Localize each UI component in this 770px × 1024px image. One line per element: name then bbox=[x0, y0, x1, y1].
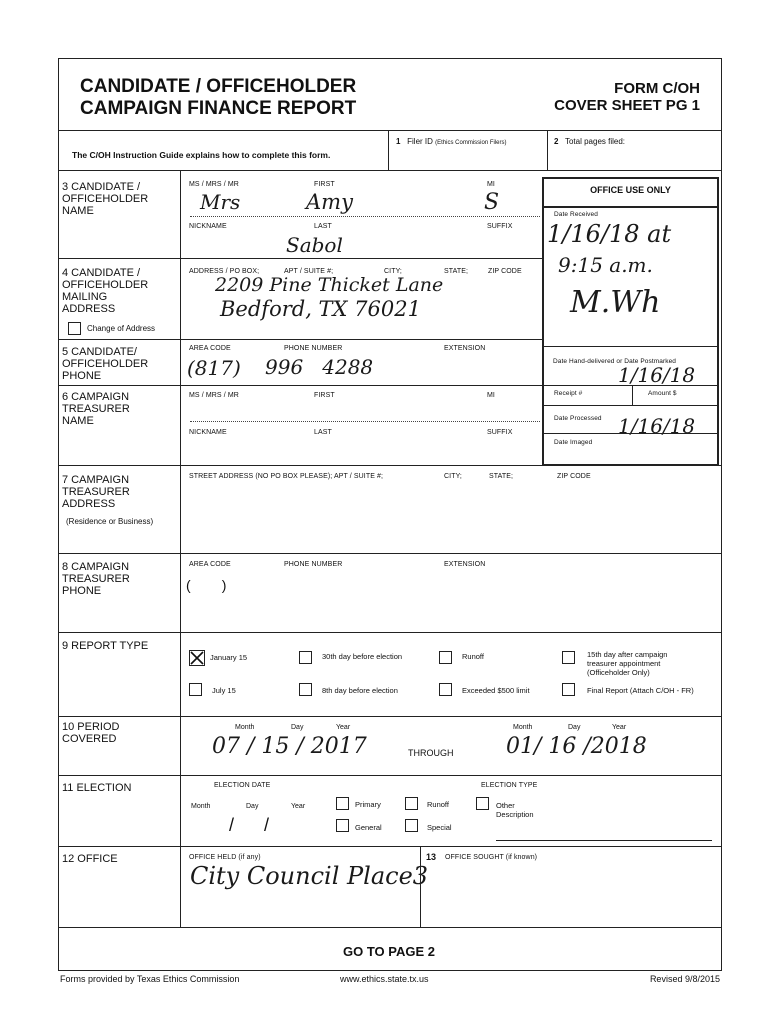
label: Month bbox=[513, 724, 533, 731]
divider bbox=[544, 405, 717, 406]
election-date-slashes: / / bbox=[229, 815, 270, 835]
treasurer-area-code-parens: ( ) bbox=[186, 577, 227, 593]
go-to-page-2: GO TO PAGE 2 bbox=[343, 944, 435, 959]
label: SUFFIX bbox=[487, 223, 513, 230]
row-divider bbox=[58, 846, 721, 847]
form-title-line2: CAMPAIGN FINANCE REPORT bbox=[80, 98, 357, 119]
section-4-label: 4 CANDIDATE / OFFICEHOLDER MAILING ADDRESS bbox=[62, 267, 149, 315]
address-line1-handwritten: 2209 Pine Thicket Lane bbox=[215, 274, 444, 296]
label: OFFICE HELD (if any) bbox=[189, 854, 261, 861]
label: Year bbox=[612, 724, 627, 731]
row-divider bbox=[58, 465, 721, 466]
election-option-label: Other Description bbox=[496, 801, 534, 819]
divider bbox=[544, 385, 717, 386]
filer-id-note: (Ethics Commission Filers) bbox=[435, 140, 507, 146]
label: EXTENSION bbox=[444, 345, 486, 352]
change-of-address-label: Change of Address bbox=[87, 324, 156, 333]
date-processed-handwritten: 1/16/18 bbox=[618, 414, 696, 438]
section-13-number: 13 bbox=[426, 852, 437, 862]
report-option-label: July 15 bbox=[212, 686, 236, 695]
section-9-label: 9 REPORT TYPE bbox=[62, 640, 149, 652]
label: Year bbox=[291, 803, 306, 810]
election-option-label: Special bbox=[427, 823, 452, 832]
pages-filed-number: 2 bbox=[554, 137, 559, 146]
label: CITY; bbox=[384, 268, 402, 275]
row-divider bbox=[58, 927, 721, 928]
through-label: THROUGH bbox=[408, 748, 454, 758]
label: ZIP CODE bbox=[488, 268, 522, 275]
row-divider bbox=[58, 258, 542, 259]
label: Receipt # bbox=[554, 390, 583, 397]
phone-number-handwritten: 996 4288 bbox=[265, 355, 374, 379]
label: ELECTION TYPE bbox=[481, 782, 538, 789]
report-final-checkbox[interactable] bbox=[562, 683, 575, 696]
report-option-label: January 15 bbox=[210, 653, 248, 662]
row-divider bbox=[58, 170, 721, 171]
label: NICKNAME bbox=[189, 429, 227, 436]
label: STATE; bbox=[489, 473, 514, 480]
label: Date Hand-delivered or Date Postmarked bbox=[553, 358, 677, 365]
row-divider bbox=[58, 339, 542, 340]
divider bbox=[544, 346, 717, 347]
label: ELECTION DATE bbox=[214, 782, 271, 789]
report-option-label: 30th day before election bbox=[322, 652, 403, 661]
filer-id-label bbox=[396, 137, 506, 146]
office-use-title: OFFICE USE ONLY bbox=[590, 185, 671, 195]
area-code-handwritten: (817) bbox=[187, 356, 241, 380]
time-received-handwritten: 9:15 a.m. bbox=[558, 253, 653, 277]
label: STATE; bbox=[444, 268, 469, 275]
dotted-separator bbox=[190, 216, 540, 217]
cover-sheet-label: COVER SHEET PG 1 bbox=[554, 97, 700, 114]
address-line2-handwritten: Bedford, TX 76021 bbox=[220, 297, 421, 321]
other-description-line bbox=[496, 840, 712, 841]
row-divider bbox=[58, 716, 721, 717]
footer-left: Forms provided by Texas Ethics Commission bbox=[60, 974, 240, 984]
filer-id-text: Filer ID bbox=[407, 137, 433, 146]
form-id: FORM C/OH bbox=[614, 80, 700, 97]
report-15th-day-checkbox[interactable] bbox=[562, 651, 575, 664]
label: LAST bbox=[314, 223, 332, 230]
label: Date Received bbox=[554, 211, 598, 218]
election-option-label: General bbox=[355, 823, 382, 832]
label: Date Imaged bbox=[554, 439, 593, 446]
label: APT / SUITE #; bbox=[284, 268, 334, 275]
pages-filed-text: Total pages filed: bbox=[564, 137, 626, 146]
label: Day bbox=[246, 803, 259, 810]
section-7-sub-label: (Residence or Business) bbox=[66, 517, 154, 526]
section-7-label: 7 CAMPAIGN TREASURER ADDRESS bbox=[62, 474, 130, 510]
label: SUFFIX bbox=[487, 429, 513, 436]
form-title-line1: CANDIDATE / OFFICEHOLDER bbox=[80, 76, 357, 97]
report-option-label: Exceeded $500 limit bbox=[462, 686, 530, 695]
report-8th-day-checkbox[interactable] bbox=[299, 683, 312, 696]
period-from-handwritten: 07 / 15 / 2017 bbox=[212, 734, 367, 759]
label: STREET ADDRESS (NO PO BOX PLEASE); APT / SUITE #; bbox=[189, 473, 384, 480]
row-divider bbox=[58, 553, 721, 554]
label-column-divider bbox=[180, 170, 181, 927]
label: ADDRESS / PO BOX; bbox=[189, 268, 260, 275]
label: Day bbox=[568, 724, 581, 731]
divider bbox=[544, 433, 717, 434]
section-12-label: 12 OFFICE bbox=[62, 853, 118, 865]
divider bbox=[547, 130, 548, 170]
instruction-text: The C/OH Instruction Guide explains how to complete this form. bbox=[72, 150, 331, 160]
label: OFFICE SOUGHT (if known) bbox=[445, 854, 538, 861]
divider bbox=[544, 206, 717, 208]
section-10-label: 10 PERIOD COVERED bbox=[62, 721, 120, 745]
check-mark-icon bbox=[190, 651, 204, 665]
candidate-first-handwritten: Amy bbox=[306, 190, 353, 214]
election-other-checkbox[interactable] bbox=[476, 797, 489, 810]
change-of-address-checkbox[interactable] bbox=[68, 322, 81, 335]
label: MS / MRS / MR bbox=[189, 181, 239, 188]
label: CITY; bbox=[444, 473, 462, 480]
report-option-label: Final Report (Attach C/OH - FR) bbox=[587, 686, 694, 695]
label: PHONE NUMBER bbox=[284, 561, 343, 568]
report-30th-day-checkbox[interactable] bbox=[299, 651, 312, 664]
label: FIRST bbox=[314, 181, 335, 188]
filer-id-number: 1 bbox=[396, 137, 401, 146]
report-january-checkbox[interactable] bbox=[189, 650, 205, 666]
divider bbox=[632, 385, 633, 405]
section-8-label: 8 CAMPAIGN TREASURER PHONE bbox=[62, 561, 130, 597]
report-option-label: Runoff bbox=[462, 652, 484, 661]
report-july-checkbox[interactable] bbox=[189, 683, 202, 696]
office-held-handwritten: City Council Place3 bbox=[190, 862, 429, 890]
election-runoff-checkbox[interactable] bbox=[405, 797, 418, 810]
label: Day bbox=[291, 724, 304, 731]
label: PHONE NUMBER bbox=[284, 345, 343, 352]
label: NICKNAME bbox=[189, 223, 227, 230]
label: ZIP CODE bbox=[557, 473, 591, 480]
pages-filed-label bbox=[554, 137, 625, 146]
label: Month bbox=[191, 803, 211, 810]
election-option-label: Runoff bbox=[427, 800, 449, 809]
row-divider bbox=[58, 775, 721, 776]
section-11-label: 11 ELECTION bbox=[62, 782, 132, 794]
date-received-handwritten: 1/16/18 at bbox=[547, 220, 672, 248]
received-initials-handwritten: M.Wh bbox=[570, 285, 661, 320]
label: MI bbox=[487, 392, 495, 399]
label: AREA CODE bbox=[189, 561, 231, 568]
label: AREA CODE bbox=[189, 345, 231, 352]
election-option-label: Primary bbox=[355, 800, 381, 809]
period-to-handwritten: 01/ 16 /2018 bbox=[506, 734, 647, 759]
label: LAST bbox=[314, 429, 332, 436]
report-exceeded-checkbox[interactable] bbox=[439, 683, 452, 696]
footer-url[interactable]: www.ethics.state.tx.us bbox=[340, 974, 429, 984]
header-divider bbox=[58, 130, 721, 131]
label: EXTENSION bbox=[444, 561, 486, 568]
election-general-checkbox[interactable] bbox=[336, 819, 349, 832]
report-option-label: 8th day before election bbox=[322, 686, 398, 695]
candidate-last-handwritten: Sabol bbox=[286, 233, 343, 257]
dotted-separator bbox=[190, 421, 540, 422]
label: MI bbox=[487, 181, 495, 188]
row-divider bbox=[58, 632, 721, 633]
candidate-title-handwritten: Mrs bbox=[200, 190, 241, 214]
label: Amount $ bbox=[648, 390, 677, 397]
divider bbox=[388, 130, 389, 170]
divider bbox=[420, 846, 421, 927]
election-special-checkbox[interactable] bbox=[405, 819, 418, 832]
label: FIRST bbox=[314, 392, 335, 399]
report-option-label: 15th day after campaign treasurer appointment (Officeholder Only) bbox=[587, 650, 668, 677]
election-primary-checkbox[interactable] bbox=[336, 797, 349, 810]
label: Date Processed bbox=[554, 415, 602, 422]
label: Month bbox=[235, 724, 255, 731]
footer-revised: Revised 9/8/2015 bbox=[649, 974, 720, 984]
report-runoff-checkbox[interactable] bbox=[439, 651, 452, 664]
hand-delivered-handwritten: 1/16/18 bbox=[618, 363, 696, 387]
section-5-label: 5 CANDIDATE/ OFFICEHOLDER PHONE bbox=[62, 346, 149, 382]
row-divider bbox=[58, 385, 542, 386]
label: Year bbox=[336, 724, 351, 731]
section-6-label: 6 CAMPAIGN TREASURER NAME bbox=[62, 391, 130, 427]
label: MS / MRS / MR bbox=[189, 392, 239, 399]
candidate-mi-handwritten: S bbox=[484, 190, 500, 215]
section-3-label: 3 CANDIDATE / OFFICEHOLDER NAME bbox=[62, 181, 149, 217]
